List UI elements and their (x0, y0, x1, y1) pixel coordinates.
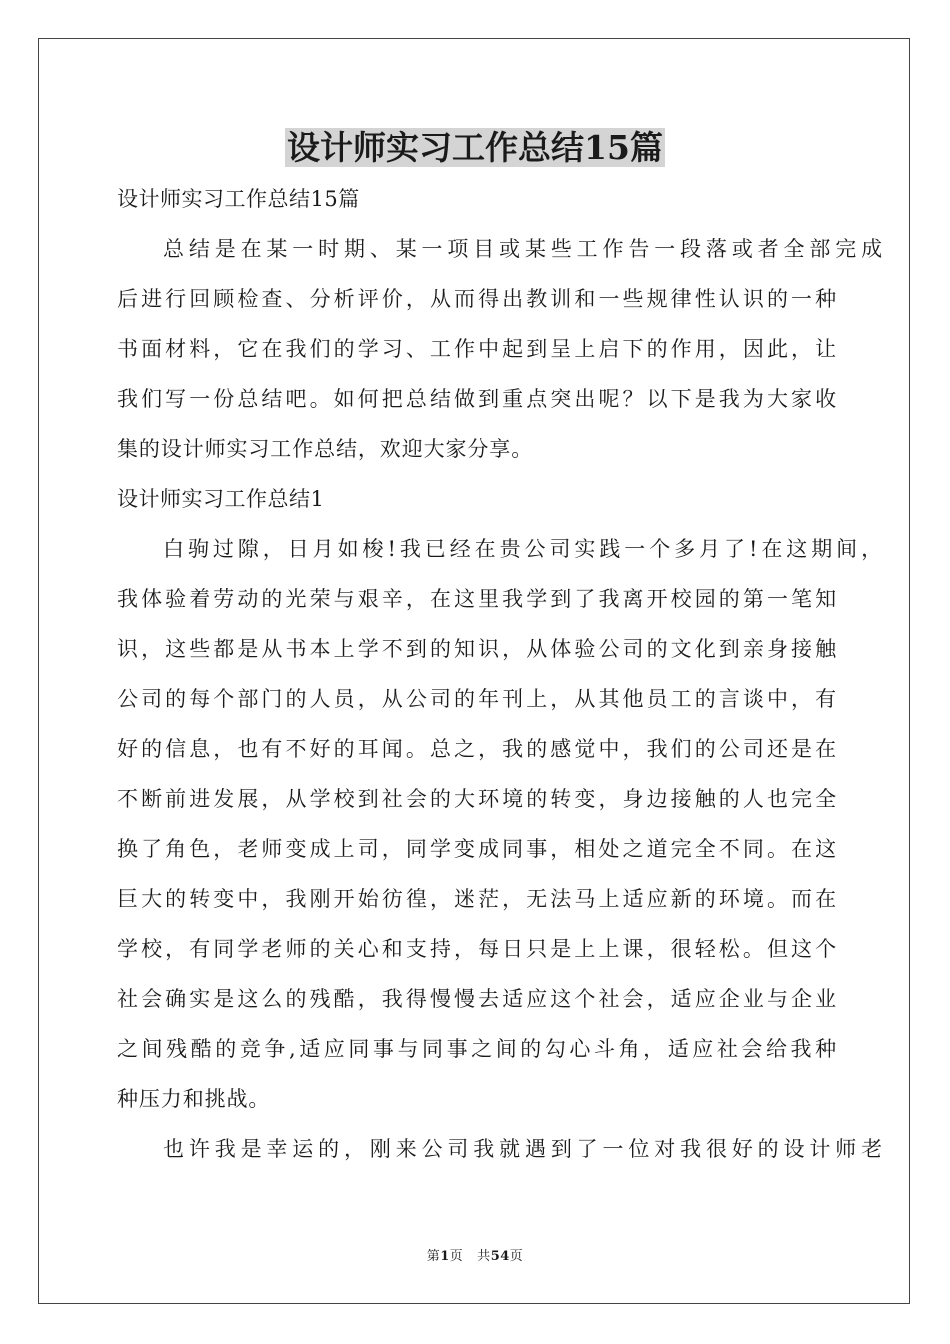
intro-line: 集的设计师实习工作总结，欢迎大家分享。 (117, 437, 534, 461)
paragraph-line: 学校，有同学老师的关心和支持，每日只是上上课，很轻松。但这个 (117, 937, 837, 961)
paragraph-line: 不断前进发展，从学校到社会的大环境的转变，身边接触的人也完全 (117, 787, 837, 811)
footer-total-prefix: 共 (477, 1249, 491, 1264)
document-subtitle: 设计师实习工作总结15篇 (117, 187, 360, 211)
intro-line: 后进行回顾检查、分析评价，从而得出教训和一些规律性认识的一种 (117, 287, 837, 311)
paragraph-line: 白驹过隙，日月如梭!我已经在贵公司实践一个多月了!在这期间， (163, 537, 883, 561)
paragraph-line: 公司的每个部门的人员，从公司的年刊上，从其他员工的言谈中，有 (117, 687, 837, 711)
paragraph-line: 换了角色，老师变成上司，同学变成同事，相处之道完全不同。在这 (117, 837, 837, 861)
paragraph-line: 之间残酷的竞争,适应同事与同事之间的勾心斗角，适应社会给我种 (117, 1037, 837, 1061)
intro-line: 我们写一份总结吧。如何把总结做到重点突出呢？以下是我为大家收 (117, 387, 837, 411)
footer-page-number: 1 (440, 1249, 450, 1264)
document-title (0, 124, 950, 172)
section-heading: 设计师实习工作总结1 (117, 487, 325, 511)
page-border (38, 38, 910, 1304)
footer-prefix: 第 (426, 1249, 441, 1264)
intro-line: 书面材料，它在我们的学习、工作中起到呈上启下的作用，因此，让 (117, 337, 837, 361)
footer-page-suffix: 页 (449, 1249, 464, 1264)
paragraph-line: 社会确实是这么的残酷，我得慢慢去适应这个社会，适应企业与企业 (117, 987, 837, 1011)
paragraph-line: 好的信息，也有不好的耳闻。总之，我的感觉中，我们的公司还是在 (117, 737, 837, 761)
paragraph-line: 种压力和挑战。 (117, 1087, 271, 1111)
paragraph-line: 也许我是幸运的，刚来公司我就遇到了一位对我很好的设计师老 (163, 1137, 883, 1161)
footer-total-pages: 54 (490, 1249, 510, 1264)
page-footer (0, 1248, 950, 1266)
intro-line: 总结是在某一时期、某一项目或某些工作告一段落或者全部完成 (163, 237, 883, 261)
document-title-text: 设计师实习工作总结15篇 (287, 128, 663, 167)
paragraph-line: 识，这些都是从书本上学不到的知识，从体验公司的文化到亲身接触 (117, 637, 837, 661)
paragraph-line: 巨大的转变中，我刚开始彷徨，迷茫，无法马上适应新的环境。而在 (117, 887, 837, 911)
paragraph-line: 我体验着劳动的光荣与艰辛，在这里我学到了我离开校园的第一笔知 (117, 587, 837, 611)
footer-total-suffix: 页 (509, 1249, 524, 1264)
